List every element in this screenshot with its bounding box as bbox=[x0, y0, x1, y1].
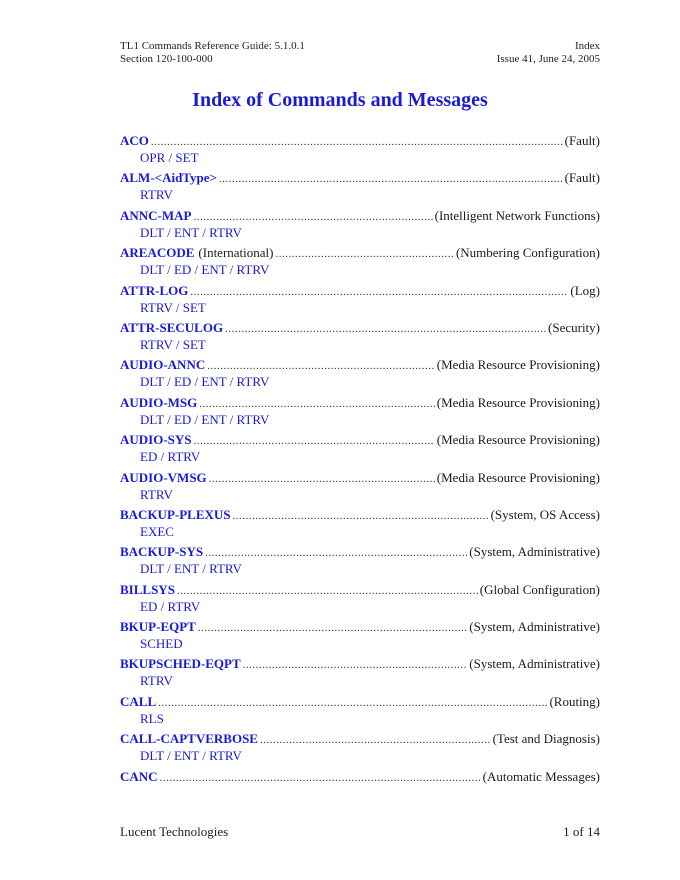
index-entry-line bbox=[120, 245, 600, 262]
header-section-name: Index bbox=[574, 40, 600, 52]
subcommand-list[interactable]: DLT / ENT / RTRV bbox=[140, 224, 242, 240]
command-link[interactable]: ALM-<AidType> bbox=[120, 170, 217, 186]
subcommand-list[interactable]: ED / RTRV bbox=[140, 598, 201, 614]
header-section-number: Section 120-100-000 bbox=[120, 53, 213, 65]
command-category: (Numbering Configuration) bbox=[455, 245, 600, 261]
command-qualifier: (International) bbox=[198, 245, 274, 261]
command-category: (Media Resource Provisioning) bbox=[436, 469, 600, 485]
command-category: (System, OS Access) bbox=[490, 506, 600, 522]
dot-leader bbox=[160, 771, 481, 786]
page-footer bbox=[120, 824, 600, 840]
index-entry-line bbox=[120, 320, 600, 337]
command-category: (Media Resource Provisioning) bbox=[436, 432, 600, 448]
subcommand-list[interactable]: DLT / ENT / RTRV bbox=[140, 748, 242, 764]
dot-leader bbox=[275, 247, 453, 262]
subcommand-list[interactable]: RTRV bbox=[140, 486, 173, 502]
index-list bbox=[120, 133, 600, 806]
subcommand-list[interactable]: SCHED bbox=[140, 636, 183, 652]
index-entry-line bbox=[120, 357, 600, 374]
command-category: (Security) bbox=[548, 319, 600, 335]
subcommand-list[interactable]: RTRV bbox=[140, 673, 173, 689]
subcommand-list[interactable]: DLT / ED / ENT / RTRV bbox=[140, 411, 270, 427]
command-link[interactable]: CALL-CAPTVERBOSE bbox=[120, 731, 258, 747]
index-entry-line bbox=[120, 395, 600, 412]
index-entry bbox=[120, 133, 600, 170]
index-entry bbox=[120, 320, 600, 357]
command-category: (System, Administrative) bbox=[469, 619, 600, 635]
command-link[interactable]: ACO bbox=[120, 133, 149, 148]
command-link[interactable]: AUDIO-VMSG bbox=[120, 469, 207, 485]
dot-leader bbox=[158, 696, 547, 711]
command-link[interactable]: BACKUP-PLEXUS bbox=[120, 506, 231, 522]
index-entry bbox=[120, 395, 600, 432]
command-link[interactable]: CALL bbox=[120, 693, 157, 709]
command-link[interactable]: ATTR-SECULOG bbox=[120, 319, 224, 335]
index-entry bbox=[120, 470, 600, 507]
subcommand-list[interactable]: EXEC bbox=[140, 523, 174, 539]
index-entry-line bbox=[120, 656, 600, 673]
index-entry bbox=[120, 544, 600, 581]
command-link[interactable]: AUDIO-SYS bbox=[120, 432, 192, 448]
command-category: (Routing) bbox=[549, 693, 600, 709]
dot-leader bbox=[194, 434, 435, 449]
index-entry bbox=[120, 656, 600, 693]
index-entry-line bbox=[120, 619, 600, 636]
command-link[interactable]: AREACODE bbox=[120, 245, 195, 261]
index-entry-line bbox=[120, 133, 600, 150]
index-entry-line bbox=[120, 582, 600, 599]
command-link[interactable]: BKUPSCHED-EQPT bbox=[120, 656, 241, 672]
dot-leader bbox=[193, 210, 432, 225]
index-entry bbox=[120, 694, 600, 731]
index-entry bbox=[120, 731, 600, 768]
index-entry-line bbox=[120, 769, 600, 786]
index-entry bbox=[120, 507, 600, 544]
index-entry-line bbox=[120, 432, 600, 449]
index-entry-line bbox=[120, 170, 600, 187]
subcommand-list[interactable]: RTRV / SET bbox=[140, 336, 206, 352]
dot-leader bbox=[225, 322, 546, 337]
index-entry bbox=[120, 357, 600, 394]
dot-leader bbox=[207, 359, 435, 374]
index-entry bbox=[120, 283, 600, 320]
command-link[interactable]: BILLSYS bbox=[120, 581, 175, 597]
dot-leader bbox=[177, 584, 478, 599]
header-issue-date: Issue 41, June 24, 2005 bbox=[496, 53, 600, 65]
subcommand-list[interactable]: ED / RTRV bbox=[140, 449, 201, 465]
command-category: (Intelligent Network Functions) bbox=[434, 207, 600, 223]
dot-leader bbox=[198, 621, 467, 636]
subcommand-list[interactable]: RLS bbox=[140, 710, 164, 726]
index-entry-line bbox=[120, 208, 600, 225]
command-category: (Media Resource Provisioning) bbox=[436, 394, 600, 410]
index-entry bbox=[120, 245, 600, 282]
command-category: (Global Configuration) bbox=[479, 581, 600, 597]
index-entry bbox=[120, 582, 600, 619]
command-link[interactable]: ATTR-LOG bbox=[120, 282, 189, 298]
dot-leader bbox=[199, 397, 435, 412]
footer-company: Lucent Technologies bbox=[120, 824, 229, 839]
index-entry bbox=[120, 170, 600, 207]
command-category: (Test and Diagnosis) bbox=[492, 731, 600, 747]
header-doc-title: TL1 Commands Reference Guide: 5.1.0.1 bbox=[120, 40, 305, 52]
command-category: (Media Resource Provisioning) bbox=[436, 357, 600, 373]
subcommand-list[interactable]: RTRV bbox=[140, 187, 173, 203]
command-link[interactable]: AUDIO-ANNC bbox=[120, 357, 206, 373]
subcommand-list[interactable]: DLT / ED / ENT / RTRV bbox=[140, 374, 270, 390]
index-entry-line bbox=[120, 731, 600, 748]
command-category: (Log) bbox=[570, 282, 600, 298]
page-header bbox=[120, 40, 600, 66]
command-category: (System, Administrative) bbox=[469, 656, 600, 672]
command-link[interactable]: AUDIO-MSG bbox=[120, 394, 198, 410]
command-link[interactable]: CANC bbox=[120, 768, 158, 784]
dot-leader bbox=[190, 285, 568, 300]
subcommand-list[interactable]: DLT / ENT / RTRV bbox=[140, 561, 242, 577]
index-entry-line bbox=[120, 470, 600, 487]
command-link[interactable]: BACKUP-SYS bbox=[120, 544, 204, 560]
index-entry-line bbox=[120, 694, 600, 711]
dot-leader bbox=[243, 658, 468, 673]
dot-leader bbox=[219, 172, 563, 187]
command-category: (Automatic Messages) bbox=[482, 768, 600, 784]
subcommand-list[interactable]: OPR / SET bbox=[140, 150, 199, 165]
index-entry-line bbox=[120, 283, 600, 300]
dot-leader bbox=[205, 546, 467, 561]
index-entry bbox=[120, 769, 600, 806]
page-title: Index of Commands and Messages bbox=[192, 89, 488, 111]
dot-leader bbox=[233, 509, 489, 524]
index-entry-line bbox=[120, 544, 600, 561]
command-link[interactable]: ANNC-MAP bbox=[120, 207, 192, 223]
index-entry bbox=[120, 619, 600, 656]
index-entry bbox=[120, 208, 600, 245]
subcommand-list[interactable]: DLT / ED / ENT / RTRV bbox=[140, 262, 270, 278]
command-category: (Fault) bbox=[564, 133, 600, 148]
footer-page-number: 1 of 14 bbox=[563, 824, 600, 839]
dot-leader bbox=[151, 135, 563, 150]
dot-leader bbox=[209, 472, 435, 487]
index-entry-line bbox=[120, 507, 600, 524]
subcommand-list[interactable]: RTRV / SET bbox=[140, 299, 206, 315]
index-entry bbox=[120, 432, 600, 469]
command-category: (Fault) bbox=[564, 170, 600, 186]
dot-leader bbox=[260, 733, 491, 748]
command-category: (System, Administrative) bbox=[469, 544, 600, 560]
command-link[interactable]: BKUP-EQPT bbox=[120, 619, 196, 635]
